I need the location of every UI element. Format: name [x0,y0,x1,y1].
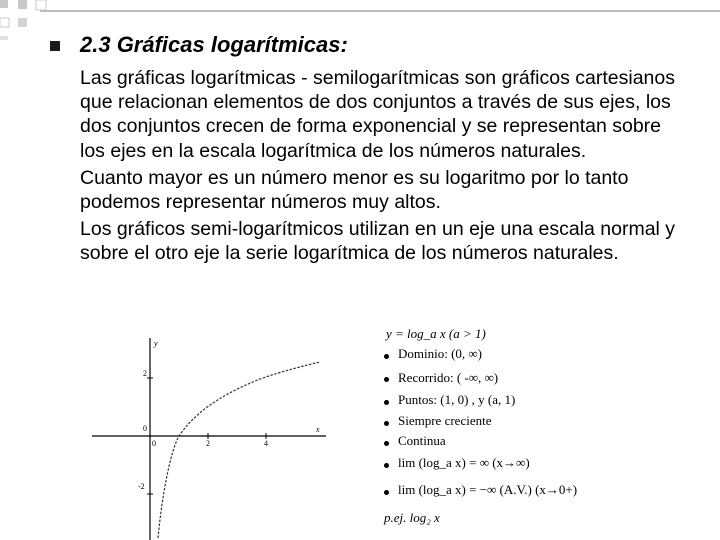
property-continuous: Continua [398,433,446,448]
log-graph [88,336,333,540]
slide-body [80,66,680,269]
paragraph-definition: Las gráficas logarítmicas - semilogarítmicas son gráficos cartesianos que relacionan elementos de dos conjuntos a través de sus ejes, los dos conjuntos crecen de forma exponencial y se representan sobre los ejes en la escala logarítmica de los números naturales. [80,67,675,162]
property-points: Puntos: (1, 0) , y (a, 1) [398,392,516,407]
x-axis-label: x [316,425,320,434]
bullet-dot-icon [384,463,389,468]
property-increasing: Siempre creciente [398,413,492,428]
y-tick-0: 0 [143,424,147,433]
bullet-dot-icon [384,421,389,426]
y-axis-label: y [154,339,158,348]
bullet-dot-icon [384,490,389,495]
y-tick-2: 2 [143,369,147,378]
property-limit-asymptote: lim (log_a x) = −∞ (A.V.) (x→0+) [398,482,578,497]
bullet-dot-icon [384,377,389,382]
property-domain: Dominio: (0, ∞) [398,346,483,361]
bullet-dot-icon [384,400,389,405]
title-bullet-icon [50,41,60,51]
bullet-dot-icon [384,441,389,446]
x-tick-2: 2 [206,439,210,448]
paragraph-logarithm-size: Cuanto mayor es un número menor es su logaritmo por lo tanto podemos representar números muy altos. [80,166,629,214]
y-tick-neg2: -2 [138,482,145,491]
properties-header: y = log_a x (a > 1) [386,326,486,341]
paragraph-semilog: Los gráficos semi-logarítmicos utilizan en un eje una escala normal y sobre el otro eje la serie logarítmica de los números naturales. [80,218,676,265]
bullet-dot-icon [384,354,389,359]
x-tick-4: 4 [264,439,268,448]
slide-title: 2.3 Gráficas logarítmicas: [80,32,348,57]
property-limit-infinity: lim (log_a x) = ∞ (x→∞) [398,455,530,470]
properties-example: p.ej. log₂ x [384,510,440,525]
log-curve [158,362,320,538]
x-tick-0: 0 [152,439,156,448]
property-range: Recorrido: ( -∞, ∞) [398,370,499,385]
